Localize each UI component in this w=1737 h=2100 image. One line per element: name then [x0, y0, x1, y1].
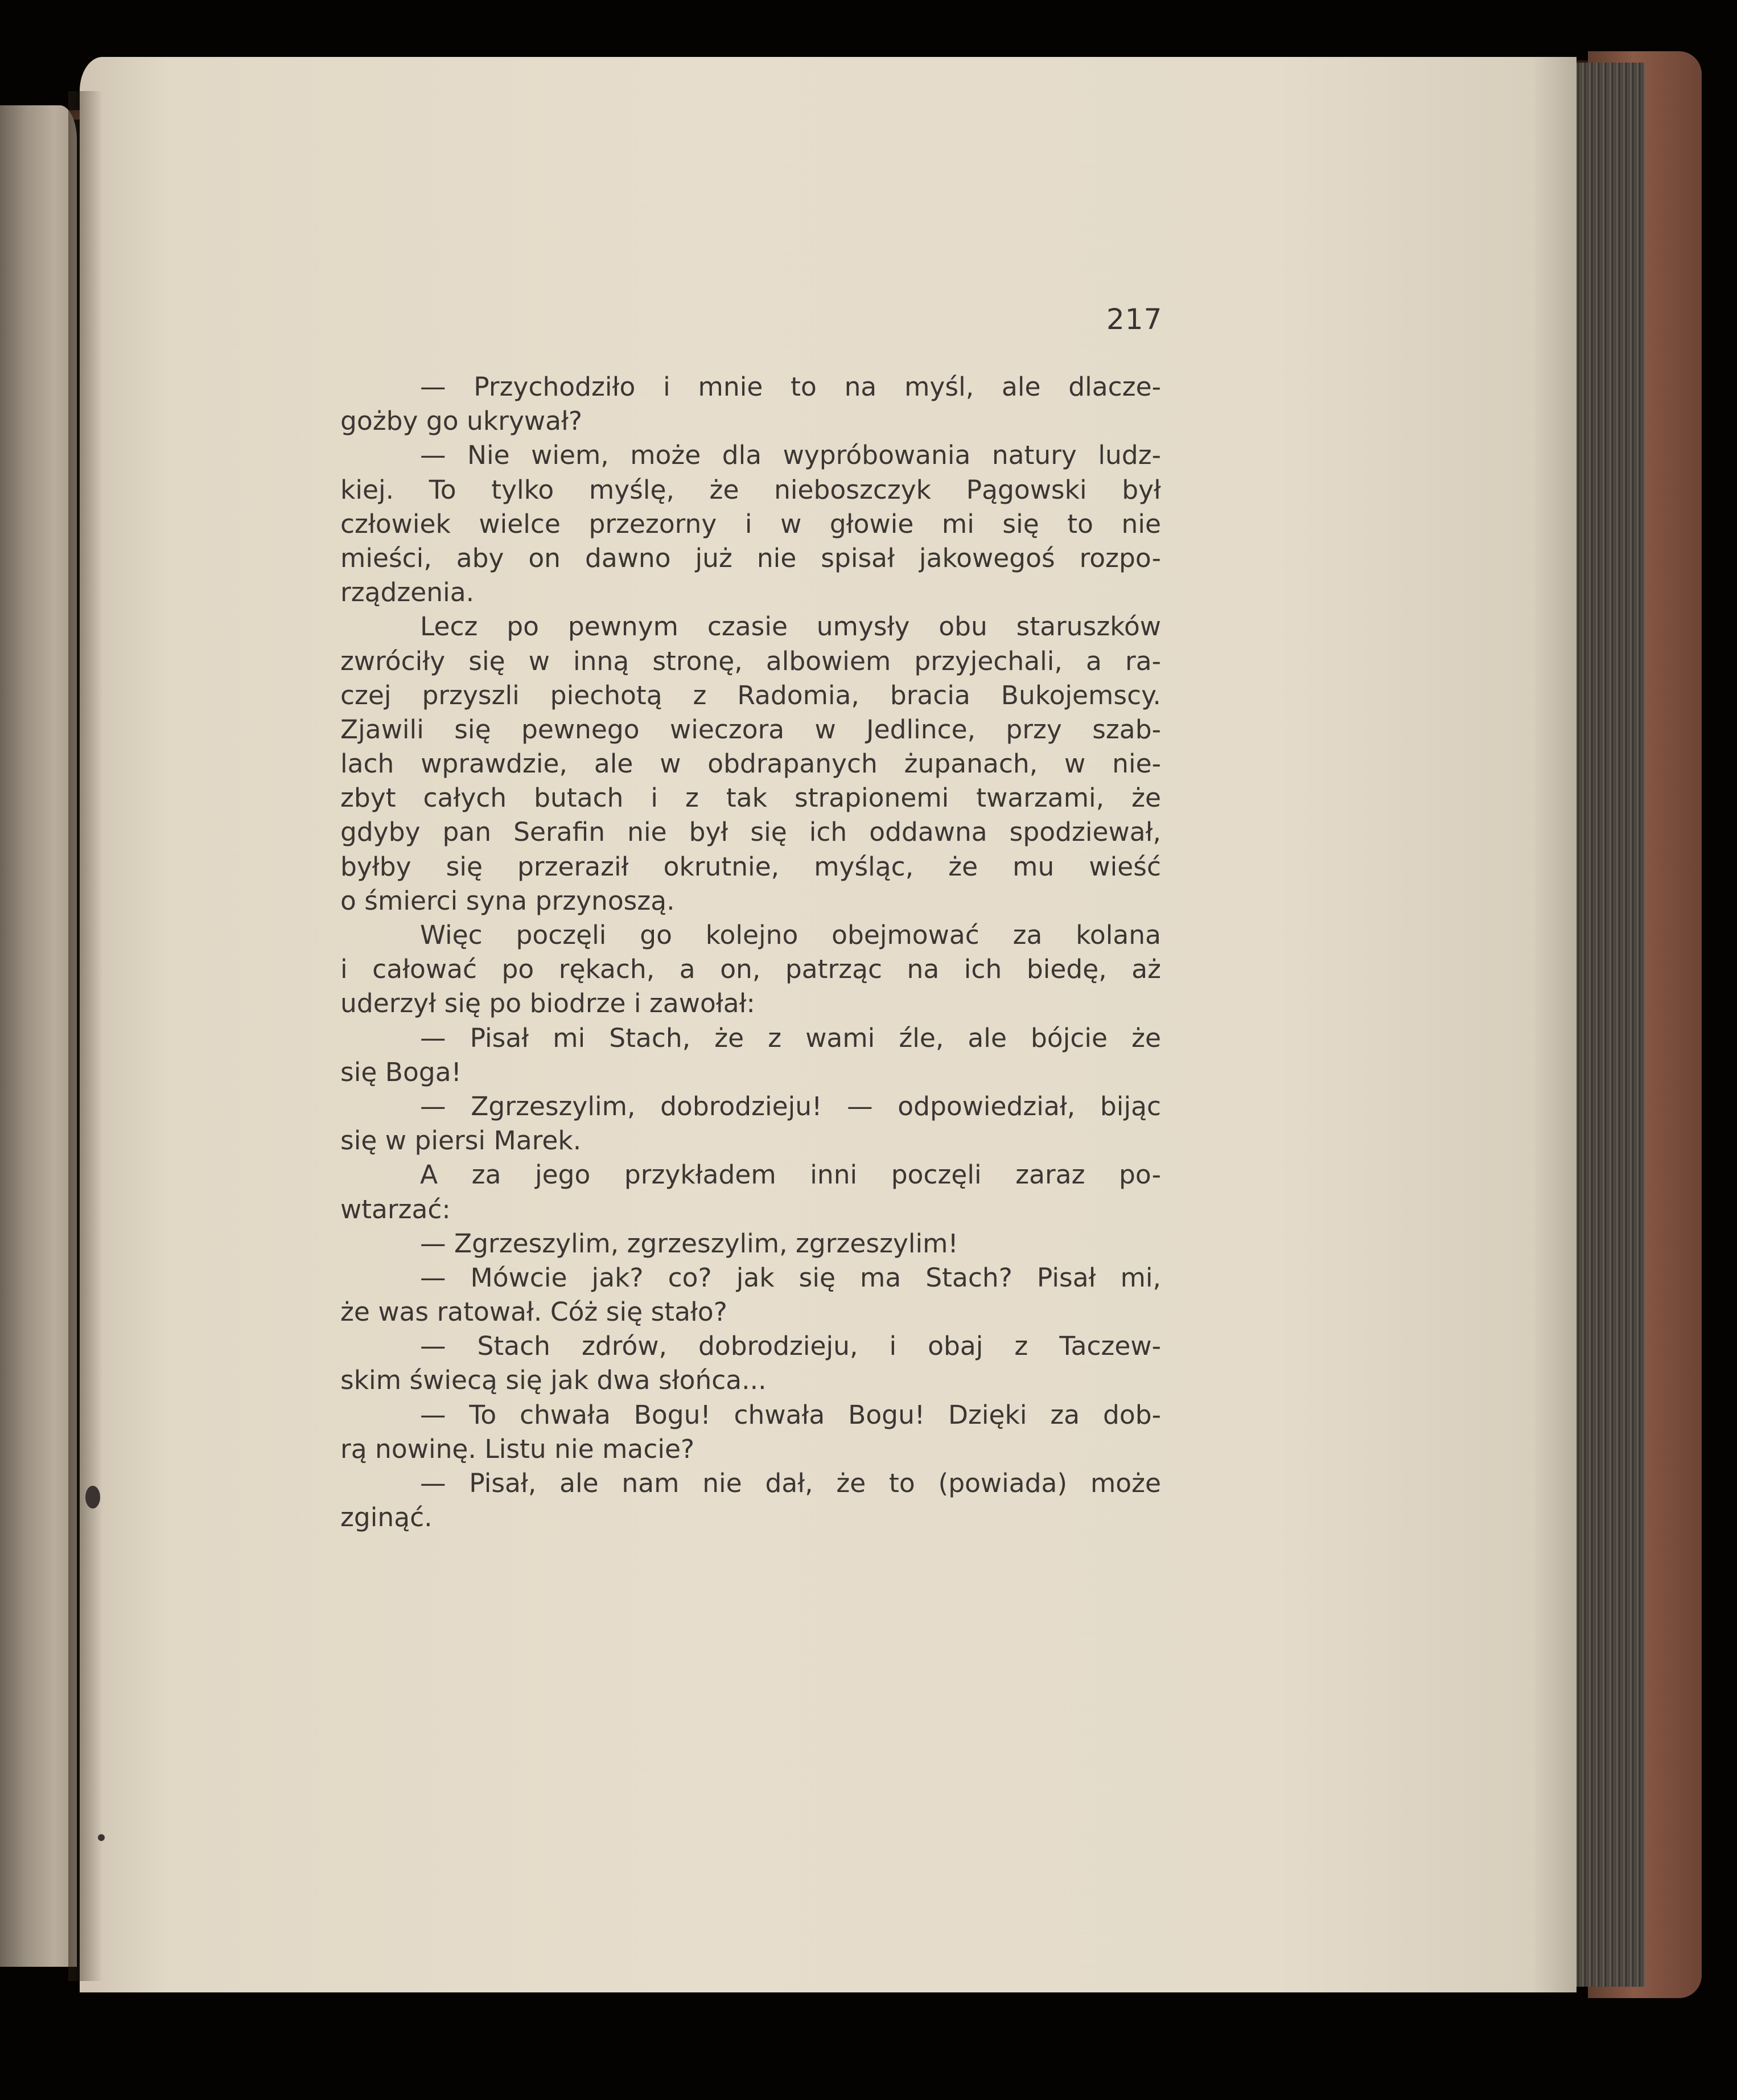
text-line: wtarzać:	[340, 1194, 451, 1224]
text-line: się Boga!	[340, 1057, 462, 1087]
text-line: zginąć.	[340, 1502, 433, 1533]
text-line: — Zgrzeszylim, zgrzeszylim, zgrzeszylim!	[420, 1228, 958, 1259]
text-line: że was ratował. Cóż się stało?	[340, 1297, 727, 1328]
text-line: zbyt całych butach i z tak strapionemi twarzami, że	[340, 783, 1161, 813]
text-line: A za jego przykładem inni poczęli zaraz po-	[420, 1160, 1161, 1190]
text-line: — To chwała Bogu! chwała Bogu! Dzięki za dob-	[420, 1399, 1161, 1430]
gutter-shadow	[68, 91, 102, 1981]
text-line: skim świecą się jak dwa słońca...	[340, 1365, 767, 1396]
left-page-edge	[0, 105, 77, 1967]
text-line: kiej. To tylko myślę, że nieboszczyk Pągowski był	[340, 474, 1161, 505]
text-line: o śmierci syna przynoszą.	[340, 885, 675, 916]
text-line: Więc poczęli go kolejno obejmować za kolana	[420, 920, 1161, 950]
text-line: — Stach zdrów, dobrodzieju, i obaj z Taczew-	[420, 1331, 1161, 1362]
text-line: i całować po rękach, a on, patrząc na ich biedę, aż	[340, 954, 1161, 985]
text-line: — Pisał, ale nam nie dał, że to (powiada) może	[420, 1468, 1161, 1498]
text-line: — Nie wiem, może dla wypróbowania natury ludz-	[420, 440, 1161, 471]
text-line: — Pisał mi Stach, że z wami źle, ale bójcie że	[420, 1022, 1161, 1053]
text-line: czej przyszli piechotą z Radomia, bracia Bukojemscy.	[340, 680, 1161, 710]
body-text	[340, 370, 1161, 1535]
text-line: człowiek wielce przezorny i w głowie mi się to nie	[340, 508, 1161, 539]
text-line: — Zgrzeszylim, dobrodzieju! — odpowiedział, bijąc	[420, 1091, 1161, 1121]
text-line: zwróciły się w inną stronę, albowiem przyjechali, a ra-	[340, 646, 1161, 676]
text-line: — Przychodziło i mnie to na myśl, ale dlacze-	[420, 372, 1161, 402]
text-line: Lecz po pewnym czasie umysły obu staruszków	[420, 611, 1161, 642]
margin-mark	[98, 1834, 105, 1841]
margin-mark	[85, 1486, 100, 1509]
text-line: — Mówcie jak? co? jak się ma Stach? Pisał mi,	[420, 1262, 1161, 1293]
text-line: rządzenia.	[340, 577, 475, 608]
text-line: uderzył się po biodrze i zawołał:	[340, 988, 755, 1019]
text-line: byłby się przeraził okrutnie, myśląc, że mu wieść	[340, 851, 1161, 882]
text-line: rą nowinę. Listu nie macie?	[340, 1433, 695, 1464]
text-line: lach wprawdzie, ale w obdrapanych żupanach, w nie-	[340, 749, 1161, 779]
page-number: 217	[1106, 303, 1163, 336]
text-line: się w piersi Marek.	[340, 1125, 582, 1156]
text-line: gożby go ukrywał?	[340, 406, 583, 437]
text-line: mieści, aby on dawno już nie spisał jakowegoś rozpo-	[340, 543, 1161, 573]
text-line: Zjawili się pewnego wieczora w Jedlince, przy szab-	[340, 714, 1161, 745]
text-line: gdyby pan Serafin nie był się ich oddawna spodziewał,	[340, 817, 1161, 848]
